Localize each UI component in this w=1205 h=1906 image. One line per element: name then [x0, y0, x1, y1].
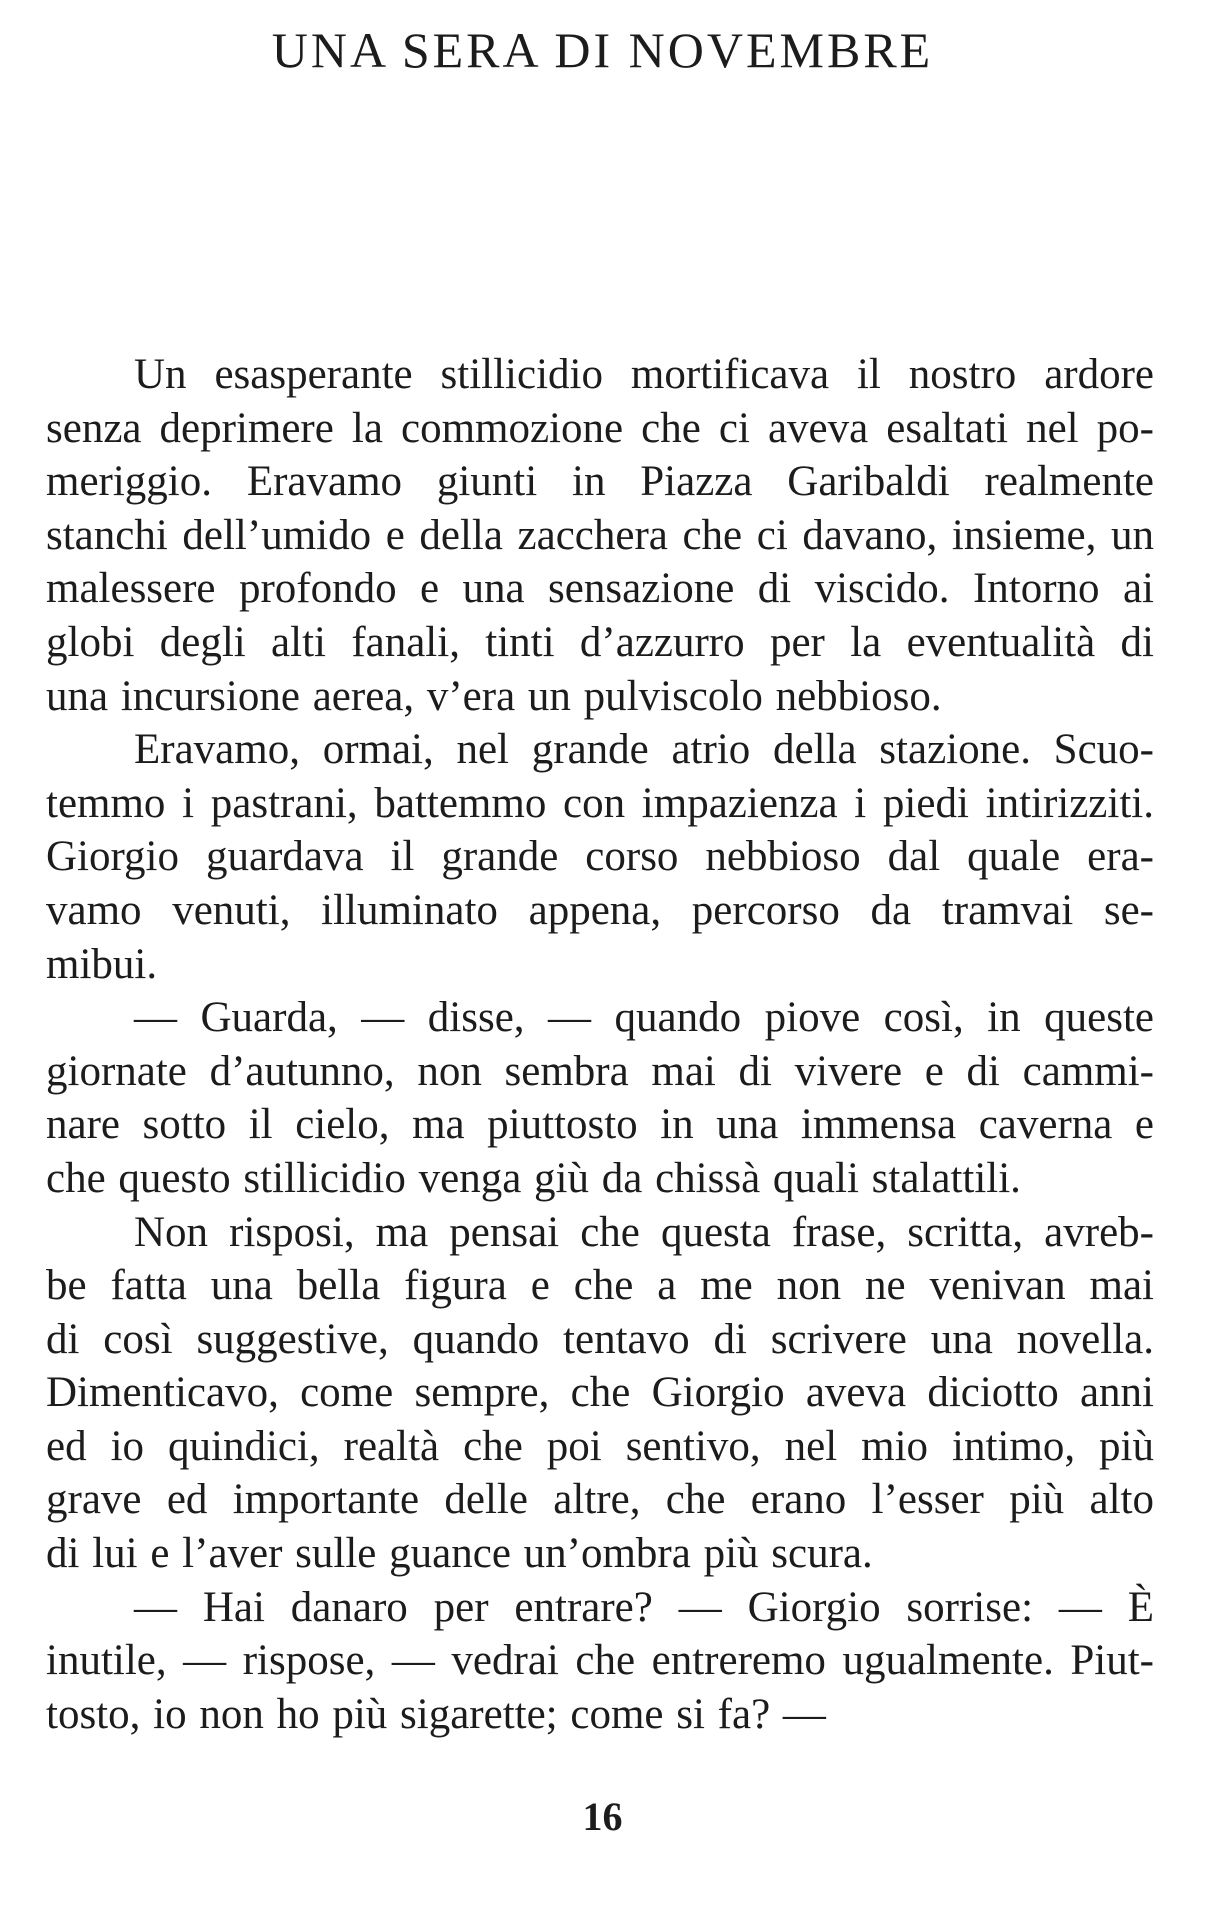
- text-line: inutile, — rispose, — vedrai che entreremo ugualmente. Piut-: [46, 1637, 1154, 1685]
- text-line: di così suggestive, quando tentavo di scrivere una novella.: [46, 1315, 1154, 1363]
- text-line: Dimenticavo, come sempre, che Giorgio aveva diciotto anni: [46, 1369, 1154, 1417]
- page-number: 16: [582, 1794, 623, 1839]
- text-line: grave ed importante delle altre, che erano l’esser più alto: [46, 1476, 1154, 1524]
- text-line: — Hai danaro per entrare? — Giorgio sorrise: — È: [134, 1583, 1154, 1631]
- text-line: tosto, io non ho più sigarette; come si fa? —: [46, 1690, 826, 1738]
- text-line: Eravamo, ormai, nel grande atrio della stazione. Scuo-: [134, 726, 1154, 774]
- paragraph: [46, 1581, 1154, 1742]
- text-line: Non risposi, ma pensai che questa frase, scritta, avreb-: [134, 1208, 1154, 1256]
- text-line: che questo stillicidio venga giù da chissà quali stalattili.: [46, 1154, 1021, 1202]
- text-line: nare sotto il cielo, ma piuttosto in una immensa caverna e: [46, 1101, 1154, 1149]
- text-line: malessere profondo e una sensazione di viscido. Intorno ai: [46, 565, 1154, 613]
- text-line: senza deprimere la commozione che ci aveva esaltati nel po-: [46, 404, 1154, 452]
- text-line: Un esasperante stillicidio mortificava il nostro ardore: [134, 351, 1154, 398]
- text-line: di lui e l’aver sulle guance un’ombra più scura.: [46, 1530, 873, 1578]
- text-line: globi degli alti fanali, tinti d’azzurro per la eventualità di: [46, 618, 1154, 666]
- paragraph: [46, 723, 1154, 991]
- chapter-title: UNA SERA DI NOVEMBRE: [271, 22, 934, 78]
- text-line: stanchi dell’umido e della zacchera che ci davano, insieme, un: [46, 511, 1154, 559]
- text-line: meriggio. Eravamo giunti in Piazza Garibaldi realmente: [46, 458, 1154, 506]
- text-line: ed io quindici, realtà che poi sentivo, nel mio intimo, più: [46, 1422, 1154, 1470]
- text-line: — Guarda, — disse, — quando piove così, in queste: [134, 994, 1154, 1042]
- paragraph: [46, 348, 1154, 723]
- text-line: be fatta una bella figura e che a me non ne venivan mai: [46, 1262, 1154, 1310]
- paragraph: [46, 991, 1154, 1205]
- text-line: Giorgio guardava il grande corso nebbioso dal quale era-: [46, 833, 1154, 881]
- text-line: mibui.: [46, 940, 158, 988]
- text-line: giornate d’autunno, non sembra mai di vivere e di cammi-: [46, 1047, 1154, 1095]
- paragraph: [46, 1206, 1154, 1581]
- body-text: [46, 348, 1154, 1741]
- text-line: temmo i pastrani, battemmo con impazienza i piedi intirizziti.: [46, 779, 1154, 827]
- text-line: una incursione aerea, v’era un pulviscolo nebbioso.: [46, 672, 942, 720]
- text-line: vamo venuti, illuminato appena, percorso da tramvai se-: [46, 886, 1154, 934]
